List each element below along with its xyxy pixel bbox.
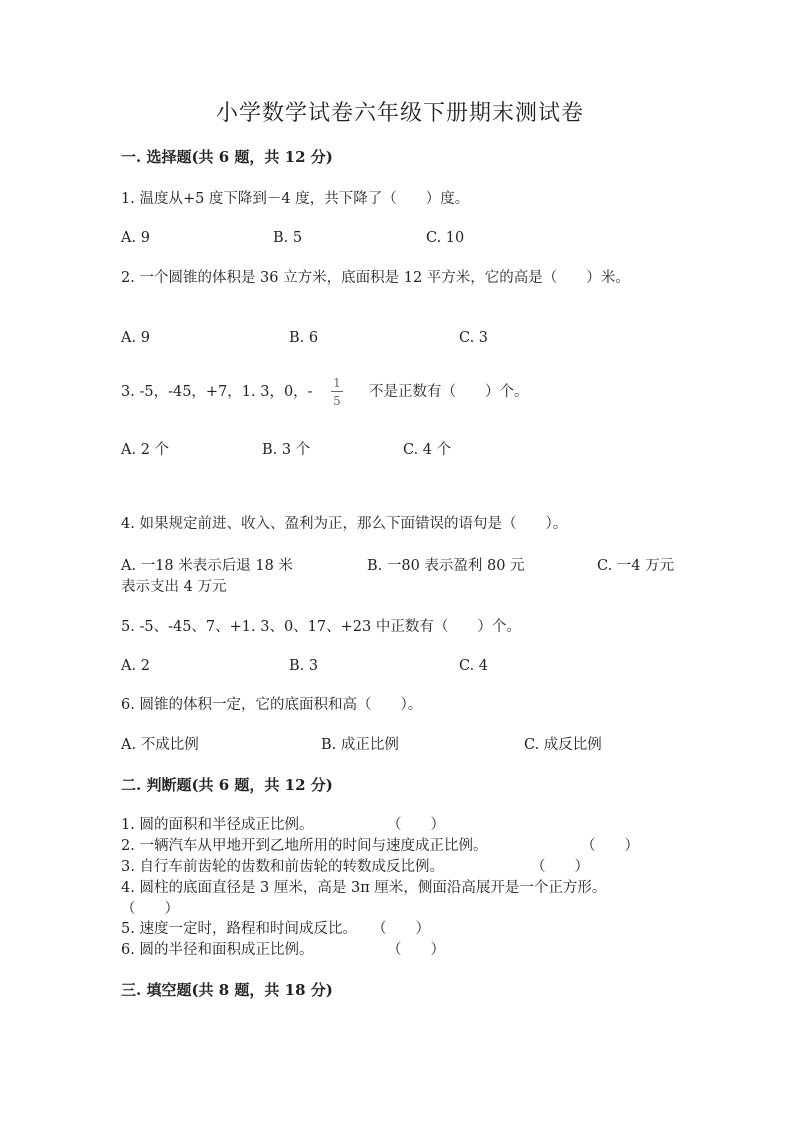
fraction-bar <box>331 391 343 392</box>
option-b: B. 6 <box>289 330 319 346</box>
answer-blank: （ ） <box>581 838 639 854</box>
answer-blank: （ ） <box>372 921 430 937</box>
question-stem: 6. 圆锥的体积一定，它的底面积和高（ ）。 <box>121 697 423 713</box>
option-a: A. 2 <box>121 658 150 674</box>
page-title: 小学数学试卷六年级下册期末测试卷 <box>215 101 584 126</box>
option-b: B. 5 <box>273 230 303 246</box>
option-a: A. 一18 米表示后退 18 米 <box>121 558 293 574</box>
option-c: C. 成反比例 <box>524 737 602 753</box>
judgement-item: 4. 圆柱的底面直径是 3 厘米，高是 3π 厘米，侧面沿高展开是一个正方形。 <box>121 880 607 896</box>
option-b: B. 3 <box>289 658 319 674</box>
section-heading: 二. 判断题(共 6 题，共 12 分) <box>121 776 333 794</box>
option-c: C. 4 个 <box>403 442 452 458</box>
answer-blank: （ ） <box>387 942 445 958</box>
fraction <box>331 377 343 407</box>
option-b: B. 3 个 <box>262 442 311 458</box>
option-c-continued: 表示支出 4 万元 <box>121 579 227 595</box>
question-stem: 2. 一个圆锥的体积是 36 立方米，底面积是 12 平方米，它的高是（ ）米。 <box>121 270 630 286</box>
option-b: B. 成正比例 <box>321 737 399 753</box>
section-heading: 一. 选择题(共 6 题，共 12 分) <box>121 148 333 166</box>
option-a: A. 不成比例 <box>121 737 199 753</box>
option-c: C. 10 <box>426 230 465 246</box>
judgement-item: 2. 一辆汽车从甲地开到乙地所用的时间与速度成正比例。 <box>121 838 488 854</box>
answer-blank: （ ） <box>387 817 445 833</box>
question-stem: 3. -5，-45，+7，1. 3，0，- <box>121 384 313 400</box>
option-c: C. 3 <box>459 330 489 346</box>
option-a: A. 9 <box>121 330 150 346</box>
question-stem-tail: 不是正数有（ ）个。 <box>369 384 529 400</box>
judgement-item: 5. 速度一定时，路程和时间成反比。 <box>121 921 357 937</box>
option-b: B. 一80 表示盈利 80 元 <box>367 558 525 574</box>
judgement-item: 6. 圆的半径和面积成正比例。 <box>121 942 314 958</box>
option-c: C. 4 <box>459 658 489 674</box>
judgement-item: 1. 圆的面积和半径成正比例。 <box>121 817 314 833</box>
question-stem: 5. -5、-45、7、+1. 3、0、17、+23 中正数有（ ）个。 <box>121 619 521 635</box>
question-stem: 4. 如果规定前进、收入、盈利为正，那么下面错误的语句是（ ）。 <box>121 516 568 532</box>
section-heading: 三. 填空题(共 8 题，共 18 分) <box>121 981 333 999</box>
answer-blank: （ ） <box>121 901 179 917</box>
option-c: C. 一4 万元 <box>597 558 675 574</box>
fraction-denominator: 5 <box>333 394 341 408</box>
question-stem: 1. 温度从+5 度下降到－4 度，共下降了（ ）度。 <box>121 191 470 207</box>
judgement-item: 3. 自行车前齿轮的齿数和前齿轮的转数成反比例。 <box>121 859 444 875</box>
fraction-numerator: 1 <box>333 376 341 390</box>
option-a: A. 2 个 <box>121 442 170 458</box>
option-a: A. 9 <box>121 230 150 246</box>
answer-blank: （ ） <box>531 859 589 875</box>
